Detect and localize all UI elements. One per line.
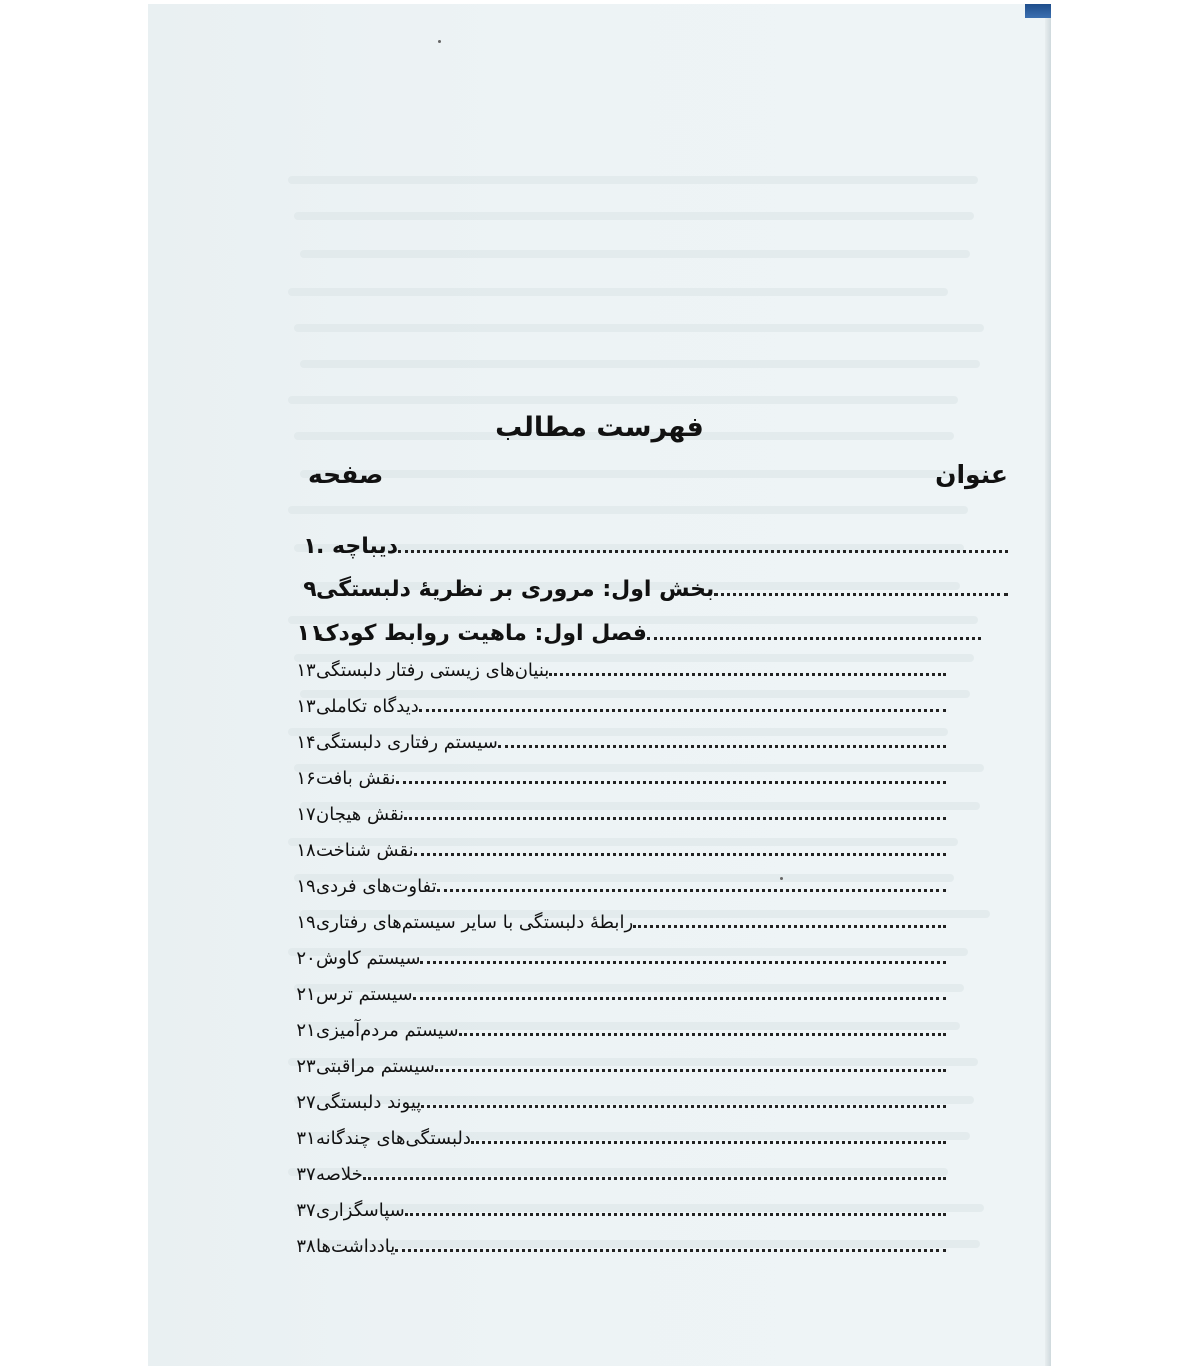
- dot-leader: [420, 961, 946, 964]
- toc-entry: [296, 1020, 946, 1050]
- toc-entry-label: بخش اول: مروری بر نظریهٔ دلبستگی: [316, 577, 715, 602]
- toc-entry-label: نقش هیجان: [316, 804, 405, 825]
- toc-entry-page: ۲۷: [296, 1092, 316, 1113]
- toc-entry-label: پیوند دلبستگی: [316, 1092, 422, 1113]
- toc-entry: [296, 768, 946, 798]
- toc-entry-label: یادداشت‌ها: [316, 1236, 396, 1257]
- toc-entry-label: رابطهٔ دلبستگی با سایر سیستم‌های رفتاری: [316, 912, 634, 933]
- bleed-line: [294, 212, 974, 220]
- dot-leader: [435, 1069, 946, 1072]
- toc-entry-label: دیباچه .: [316, 534, 399, 559]
- bleed-line: [288, 396, 958, 404]
- toc-entry-page: ۳۷: [296, 1164, 316, 1185]
- toc-entry: [296, 1200, 946, 1230]
- dot-leader: [437, 889, 946, 892]
- toc-entry-page: ۱۳: [296, 660, 316, 681]
- dot-leader: [395, 1249, 946, 1252]
- dot-leader: [419, 709, 946, 712]
- toc-entry-page: ۱۷: [296, 804, 316, 825]
- book-page: [148, 4, 1051, 1366]
- toc-entry: [296, 984, 946, 1014]
- toc-entry: [296, 1128, 946, 1158]
- dot-leader: [498, 745, 946, 748]
- column-header-title: عنوان: [935, 460, 1008, 489]
- toc-entry-label: نقش بافت: [316, 768, 396, 789]
- dot-leader: [405, 1213, 946, 1216]
- toc-entry: [296, 1092, 946, 1122]
- toc-entry: [296, 804, 946, 834]
- toc-entry: [296, 948, 946, 978]
- dot-leader: [471, 1141, 946, 1144]
- toc-entry-page: ۱۹: [296, 876, 316, 897]
- toc-entry: [296, 1164, 946, 1194]
- toc-entry: [296, 660, 946, 690]
- dot-leader: [421, 1105, 946, 1108]
- toc-entry-page: ۱۴: [296, 732, 316, 753]
- toc-entry-label: فصل اول: ماهیت روابط کودک: [316, 621, 647, 646]
- toc-entry-page: ۱۶: [296, 768, 316, 789]
- toc-entry-label: دلبستگی‌های چندگانه: [316, 1128, 471, 1149]
- toc-entry: [303, 534, 1008, 564]
- dot-leader: [459, 1033, 946, 1036]
- toc-entry-label: تفاوت‌های فردی: [316, 876, 437, 897]
- toc-entry-label: بنیان‌های زیستی رفتار دلبستگی: [316, 660, 550, 681]
- toc-entry-page: ۲۱: [296, 1020, 316, 1041]
- toc-entry-label: دیدگاه تکاملی: [316, 696, 419, 717]
- toc-entry-page: ۱۱: [296, 621, 324, 646]
- dot-leader: [404, 817, 946, 820]
- dot-leader: [714, 593, 1008, 596]
- toc-entry-label: سپاسگزاری: [316, 1200, 405, 1221]
- bleed-line: [300, 360, 980, 368]
- toc-entry: [296, 912, 946, 942]
- dot-leader: [413, 997, 946, 1000]
- dot-leader: [398, 550, 1008, 553]
- toc-entry-page: ۱: [303, 534, 317, 559]
- toc-entry-page: ۱۹: [296, 912, 316, 933]
- toc-entry-label: سیستم کاوش: [316, 948, 421, 969]
- toc-entry: [296, 696, 946, 726]
- cover-corner-band: [1025, 4, 1051, 18]
- toc-entry-label: سیستم ترس: [316, 984, 413, 1005]
- toc-entry: [303, 577, 1008, 607]
- dot-leader: [633, 925, 946, 928]
- toc-entry: [296, 621, 981, 651]
- bleed-line: [300, 470, 990, 478]
- page-edge-shadow: [1045, 4, 1051, 1366]
- toc-entry: [296, 1236, 946, 1266]
- bleed-line: [288, 506, 968, 514]
- bleed-line: [288, 288, 948, 296]
- toc-entry-page: ۳۱: [296, 1128, 316, 1149]
- toc-entry-page: ۳۷: [296, 1200, 316, 1221]
- toc-entry-label: سیستم مردم‌آمیزی: [316, 1020, 459, 1041]
- bleed-line: [300, 250, 970, 258]
- dot-leader: [363, 1177, 946, 1180]
- toc-entry-page: ۲۳: [296, 1056, 316, 1077]
- toc-entry-label: خلاصه: [316, 1164, 363, 1185]
- bleed-line: [294, 324, 984, 332]
- column-header-page: صفحه: [308, 460, 384, 489]
- page-title: فهرست مطالب: [495, 412, 704, 443]
- toc-entry-page: ۱۸: [296, 840, 316, 861]
- dot-leader: [647, 637, 981, 640]
- toc-entry-page: ۲۱: [296, 984, 316, 1005]
- speck: [780, 877, 783, 880]
- dot-leader: [414, 853, 946, 856]
- toc-entry-page: ۲۰: [296, 948, 316, 969]
- toc-entry-label: سیستم رفتاری دلبستگی: [316, 732, 498, 753]
- toc-entry-label: نقش شناخت: [316, 840, 414, 861]
- bleed-line: [288, 176, 978, 184]
- toc-entry-label: سیستم مراقبتی: [316, 1056, 435, 1077]
- dot-leader: [549, 673, 946, 676]
- toc-entry: [296, 732, 946, 762]
- toc-entry-page: ۱۳: [296, 696, 316, 717]
- dot-leader: [396, 781, 946, 784]
- toc-entry-page: ۹: [303, 577, 317, 602]
- toc-entry: [296, 876, 946, 906]
- toc-entry: [296, 1056, 946, 1086]
- speck: [438, 40, 441, 43]
- toc-entry-page: ۳۸: [296, 1236, 316, 1257]
- toc-entry: [296, 840, 946, 870]
